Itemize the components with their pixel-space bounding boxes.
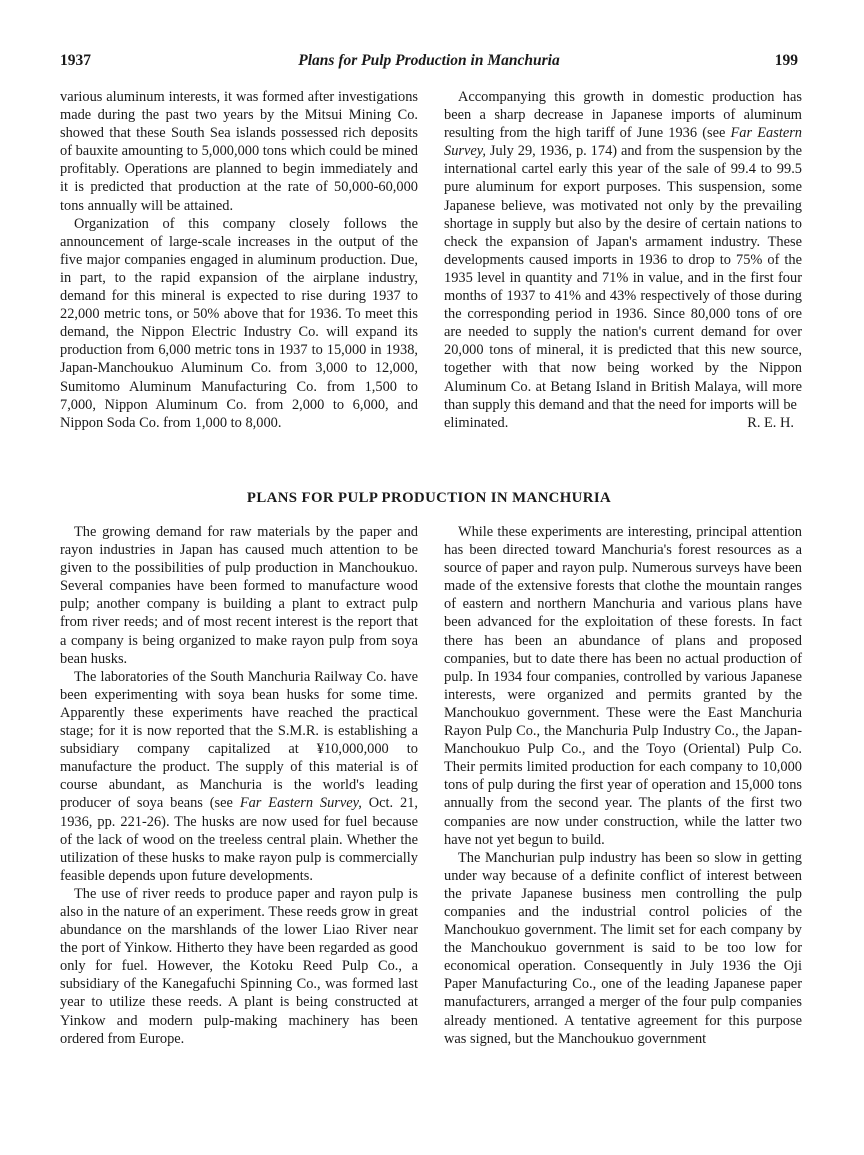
running-header (60, 52, 798, 74)
text-run: Oct. 21, 1936, pp. 221-26). The husks are now used for fuel because of the lack of wood on the treeless central plain. Whether the utilization of these husks to make rayon pulp is commercially feasible depends upon future developments. (60, 795, 418, 884)
citation: Far Eastern Survey, (239, 795, 362, 812)
paragraph (60, 668, 418, 885)
header-year: 1937 (60, 52, 91, 69)
section-title: PLANS FOR PULP PRODUCTION IN MANCHURIA (246, 490, 612, 506)
text-run: July 29, 1936, p. 174) and from the suspension by the international cartel early this year of the sale of 99.4 to 99.5 pure aluminum for export purposes. This suspension, some Japanese believe, was motivated not only by the prevailing shortage in supply but also by the desire of certain nations to check the expansion of Japan's armament industry. These developments caused imports in 1936 to drop to 75% of the 1935 level in quantity and 71% in value, and in the first four months of 1937 to 41% and 43% respectively of those during the corresponding period in 1936. Since 80,000 tons of ore are needed to supply the nation's current demand for over 20,000 tons of mineral, it is predicted that this new source, together with that now being worked by the Nippon Aluminum Co. at Betang Island in British Malaya, will more than supply this demand and that the need for imports will be (444, 143, 802, 413)
bottom-right-column (444, 523, 802, 1048)
citation: Far Eastern Survey, (444, 125, 803, 160)
closing-word: eliminated. (444, 414, 509, 431)
paragraph: The Manchurian pulp industry has been so slow in getting under way because of a definite conflict of interest between the private Japanese business men controlling the pulp companies and the industrial control policies of the Manchoukuo government. The limit set for each company by the Manchoukuo government is said to be too low for economical operation. Consequently in July 1936 the Oji Paper Manufacturing Co., one of the leading Japanese paper manufacturers, arranged a merger of the four pulp companies already mentioned. A tentative agreement for this purpose was signed, but the Manchoukuo government (444, 849, 802, 1047)
page-number: 199 (774, 52, 798, 69)
text-run: The laboratories of the South Manchuria Railway Co. have been experimenting with soya bean husks for some time. Apparently these experiments have reached the practical stage; for it is now reported that the S.M.R. is establishing a subsidiary company capitalized at ¥10,000,000 to manufacture the product. The supply of this material is of course abundant, as Manchuria is the world's leading producer of soya beans (see (60, 668, 418, 812)
author-initials: R. E. H. (747, 414, 794, 431)
paragraph: The growing demand for raw materials by the paper and rayon industries in Japan has caused much attention to be given to the possibilities of pulp production in Manchoukuo. Several companies have been formed to manufacture wood pulp; another company is building a plant to extract pulp from river reeds; and of most recent interest is the report that a company is being organized to make rayon pulp from soya bean husks. (60, 524, 418, 667)
text-run: Accompanying this growth in domestic production has been a sharp decrease in Japanese imports of aluminum resulting from the high tariff of June 1936 (see (444, 89, 802, 142)
paragraph: While these experiments are interesting, principal attention has been directed toward Manchuria's forest resources as a source of paper and rayon pulp. Numerous surveys have been made of the extensive forests that clothe the mountain ranges of eastern and northern Manchuria and various plans have been advanced for the exploitation of these forests. In fact there has been an abundance of plans and proposed companies, but to date there has been no actual production of pulp. In 1934 four companies, controlled by various Japanese interests, were organized and permits granted by the Manchoukuo government. These were the East Manchuria Rayon Pulp Co., the Manchuria Pulp Industry Co., the Japan-Manchoukuo Pulp Co., and the Toyo (Oriental) Pulp Co. Their permits limited production for each company to 10,000 tons of pulp during the first year of operation and 15,000 tons annually from the second year. The plants of the first two companies are now under construction, while the latter two have not yet begun to build. (444, 524, 802, 848)
paragraph: various aluminum interests, it was formed after investigations made during the past two years by the Mitsui Mining Co. showed that these South Sea islands possessed rich deposits of bauxite amounting to 5,000,000 tons which could be mined profitably. Operations are planned to begin immediately and it is predicted that production at the rate of 50,000-60,000 tons annually will be attained. (60, 89, 418, 214)
bottom-left-column (60, 523, 418, 1048)
closing-line (444, 414, 802, 432)
paragraph: The use of river reeds to produce paper and rayon pulp is also in the nature of an experiment. These reeds grow in great abundance on the marshlands of the lower Liao River near the port of Yinkow. Hitherto they have been regarded as good only for fuel. However, the Kotoku Reed Pulp Co., a subsidiary of the Kanegafuchi Spinning Co., was formed last year to utilize these reeds. A plant is being constructed at Yinkow and modern pulp-making machinery has been ordered from Europe. (60, 885, 418, 1047)
paragraph (444, 88, 802, 414)
running-title: Plans for Pulp Production in Manchuria (298, 52, 560, 69)
top-left-column (60, 88, 418, 432)
paragraph: Organization of this company closely follows the announcement of large-scale increases in the output of the five major companies engaged in aluminum production. Due, in part, to the rapid expansion of the airplane industry, demand for this mineral is expected to rise during 1937 to 22,000 metric tons, or 50% above that for 1936. To meet this demand, the Nippon Electric Industry Co. will expand its production from 6,000 metric tons in 1937 to 15,000 in 1938, Japan-Manchoukuo Aluminum Co. from 3,000 to 12,000, Sumitomo Aluminum Manufacturing Co. from 1,500 to 7,000, Nippon Aluminum Co. from 2,000 to 6,000, and Nippon Soda Co. from 1,000 to 8,000. (60, 215, 418, 431)
top-right-column (444, 88, 802, 432)
